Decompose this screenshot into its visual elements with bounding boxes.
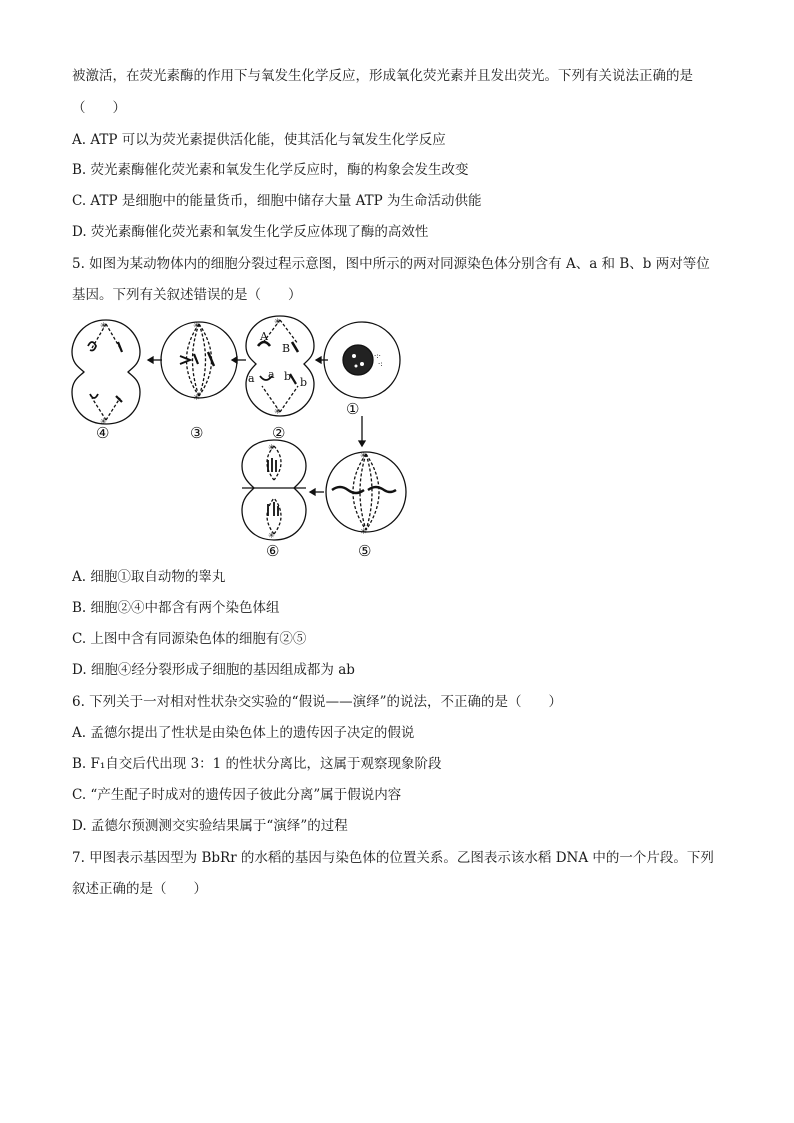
option-d-q6: D. 孟德尔预测测交实验结果属于“演绎”的过程	[72, 818, 348, 834]
question-7-stem-cont: 叙述正确的是（ ）	[72, 881, 207, 897]
gene-label-b2: b	[284, 370, 292, 383]
label-cell-4: ④	[96, 424, 110, 442]
option-c-q5: C. 上图中含有同源染色体的细胞有②⑤	[72, 631, 307, 647]
text-line-1: 被激活，在荧光素酶的作用下与氧发生化学反应，形成氧化荧光素并且发出荧光。下列有关说法正确的是	[72, 68, 693, 84]
option-a-q6: A. 孟德尔提出了性状是由染色体上的遗传因子决定的假说	[72, 725, 415, 741]
text-line-2: （ ）	[72, 100, 126, 116]
option-c-q4: C. ATP 是细胞中的能量货币，细胞中储存大量 ATP 为生命活动供能	[72, 193, 482, 209]
svg-text:✳: ✳	[100, 321, 107, 330]
svg-text:✳: ✳	[193, 393, 200, 402]
option-a-q5: A. 细胞①取自动物的睾丸	[72, 569, 226, 585]
label-cell-1: ①	[346, 400, 360, 418]
label-cell-6: ⑥	[266, 542, 280, 560]
gene-label-A: A	[260, 330, 268, 343]
cell-2	[246, 316, 314, 416]
gene-label-B: B	[282, 342, 291, 355]
question-5-stem: 5. 如图为某动物体内的细胞分裂过程示意图，图中所示的两对同源染色体分别含有 A、a 和 B、b 两对等位	[72, 256, 710, 272]
cell-5	[326, 451, 406, 536]
svg-text:·:·: ·:·	[374, 352, 381, 360]
gene-label-b: b	[300, 376, 308, 389]
svg-text:✳: ✳	[360, 451, 367, 460]
svg-text:✳: ✳	[268, 531, 275, 540]
svg-text:✳: ✳	[360, 527, 367, 536]
label-cell-5: ⑤	[358, 542, 372, 560]
option-d-q4: D. 荧光素酶催化荧光素和氧发生化学反应体现了酶的高效性	[72, 224, 429, 240]
gene-label-a: a	[248, 372, 255, 385]
svg-text:✳: ✳	[100, 417, 107, 426]
svg-text:✳: ✳	[274, 317, 281, 326]
option-a-q4: A. ATP 可以为荧光素提供活化能，使其活化与氧发生化学反应	[72, 132, 446, 148]
label-cell-2: ②	[272, 424, 286, 442]
svg-text:✳: ✳	[274, 407, 281, 416]
option-d-q5: D. 细胞④经分裂形成子细胞的基因组成都为 ab	[72, 662, 355, 678]
svg-text:✳: ✳	[268, 443, 275, 452]
cell-4	[72, 320, 140, 426]
option-c-q6: C. “产生配子时成对的遗传因子彼此分离”属于假说内容	[72, 787, 402, 803]
cell-3	[161, 321, 237, 402]
option-b-q5: B. 细胞②④中都含有两个染色体组	[72, 600, 280, 616]
question-5-stem-cont: 基因。下列有关叙述错误的是（ ）	[72, 287, 302, 303]
question-6-stem: 6. 下列关于一对相对性状杂交实验的“假说——演绎”的说法，不正确的是（ ）	[72, 694, 562, 710]
option-b-q6: B. F₁自交后代出现 3：1 的性状分离比，这属于观察现象阶段	[72, 756, 442, 772]
label-cell-3: ③	[190, 424, 204, 442]
cell-6	[242, 440, 306, 540]
cell-1	[324, 322, 400, 398]
question-7-stem: 7. 甲图表示基因型为 BbRr 的水稻的基因与染色体的位置关系。乙图表示该水稻 DNA 中的一个片段。下列	[72, 850, 714, 866]
gene-label-a2: a	[268, 368, 275, 381]
svg-text:✳: ✳	[193, 321, 200, 330]
cell-division-figure	[62, 312, 422, 560]
svg-text:·:: ·:	[378, 360, 383, 368]
option-b-q4: B. 荧光素酶催化荧光素和氧发生化学反应时，酶的构象会发生改变	[72, 162, 469, 178]
